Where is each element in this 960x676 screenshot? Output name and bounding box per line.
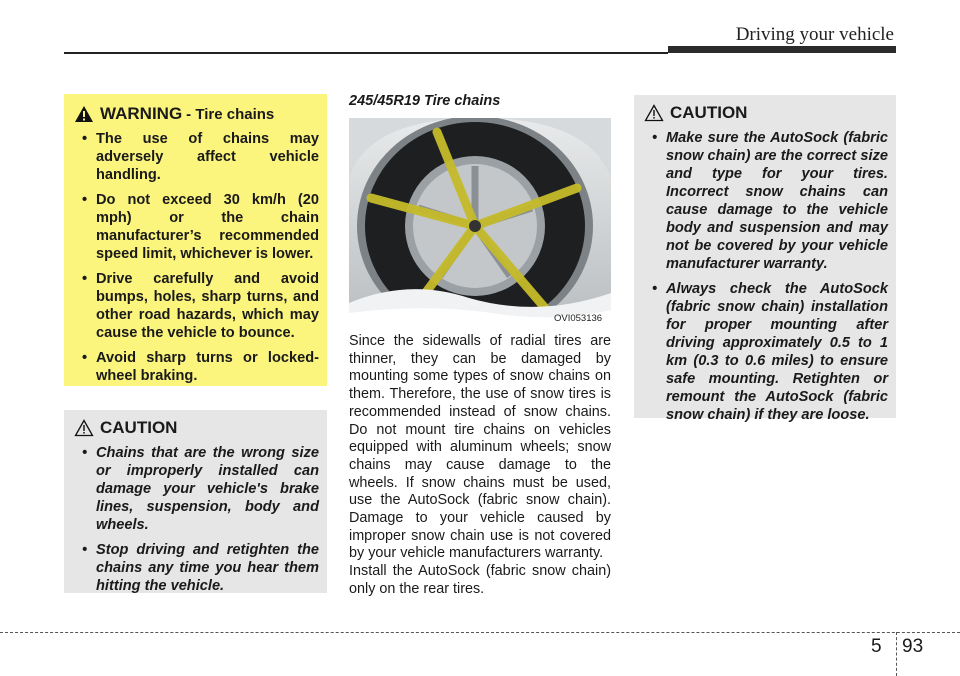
caution-left-list: [74, 444, 319, 595]
warning-subtitle: - Tire chains: [186, 105, 275, 123]
caution-right-item: • Always check the AutoSock (fabric snow chain) installation for proper mounting after driving approximately 0.5 to 1 km (0.3 to 0.6 miles) to ensure safe mounting. Retighten or remount the AutoSock (fabric snow chain) if they are loose.: [644, 280, 888, 424]
warning-item: • The use of chains may adversely affect vehicle handling.: [74, 130, 319, 184]
caution-right-heading: [644, 103, 888, 123]
warning-item: • Avoid sharp turns or locked-wheel braking.: [74, 349, 319, 385]
caution-right-list: [644, 129, 888, 424]
caution-left-item: • Chains that are the wrong size or improperly installed can damage your vehicle's brake lines, suspension, body and wheels.: [74, 444, 319, 534]
caution-left-heading: [74, 418, 319, 438]
caution-left-title: CAUTION: [100, 418, 178, 437]
warning-box: [64, 94, 327, 386]
caution-left-item: • Stop driving and retighten the chains any time you hear them hitting the vehicle.: [74, 541, 319, 595]
body-paragraph: Since the sidewalls of radial tires are thinner, they can be damaged by mounting some types of snow chains on them. Therefore, the use of snow tires is recommended instead of snow chains. Do not mount tire chains on vehicles equipped with aluminum wheels; snow chains may cause damage to the wheels. If snow chains must be used, use the AutoSock (fabric snow chain). Damage to your vehicle caused by improper snow chain use is not covered by your vehicle manufacturers warranty.: [349, 333, 611, 562]
footer-divider: [896, 632, 897, 676]
warning-filled-icon: [74, 105, 94, 123]
tire-chain-photo: [349, 118, 611, 327]
warning-item: • Drive carefully and avoid bumps, holes, sharp turns, and other road hazards, which may cause the vehicle to bounce.: [74, 270, 319, 342]
warning-heading: [74, 104, 319, 124]
caution-box-left: [64, 410, 327, 593]
tire-with-fabric-chain-illustration: [349, 118, 611, 327]
header-title: Driving your vehicle: [735, 24, 894, 45]
caution-right-item: • Make sure the AutoSock (fabric snow chain) are the correct size and type for your tires. Incorrect snow chains can cause damage to the vehicle body and suspension and may not be covered by your vehicle manufacturer warranty.: [644, 129, 888, 273]
footer-rule: [0, 632, 960, 633]
caution-box-right: [634, 95, 896, 423]
section-title: 245/45R19 Tire chains: [349, 93, 501, 109]
caution-outline-icon: [644, 104, 664, 122]
caution-right-title: CAUTION: [670, 103, 748, 122]
warning-item: • Do not exceed 30 km/h (20 mph) or the chain manufacturer’s recommended speed limit, whichever is lower.: [74, 191, 319, 263]
chapter-number: 5: [871, 636, 882, 657]
body-text: [349, 333, 611, 599]
caution-outline-icon: [74, 419, 94, 437]
image-code: OVI053136: [554, 313, 603, 324]
warning-title: WARNING: [100, 104, 183, 123]
header-rule: [64, 52, 668, 54]
warning-list: [74, 130, 319, 385]
header-bar: [668, 46, 896, 53]
page-number: 93: [902, 636, 924, 657]
body-paragraph: Install the AutoSock (fabric snow chain) only on the rear tires.: [349, 563, 611, 597]
